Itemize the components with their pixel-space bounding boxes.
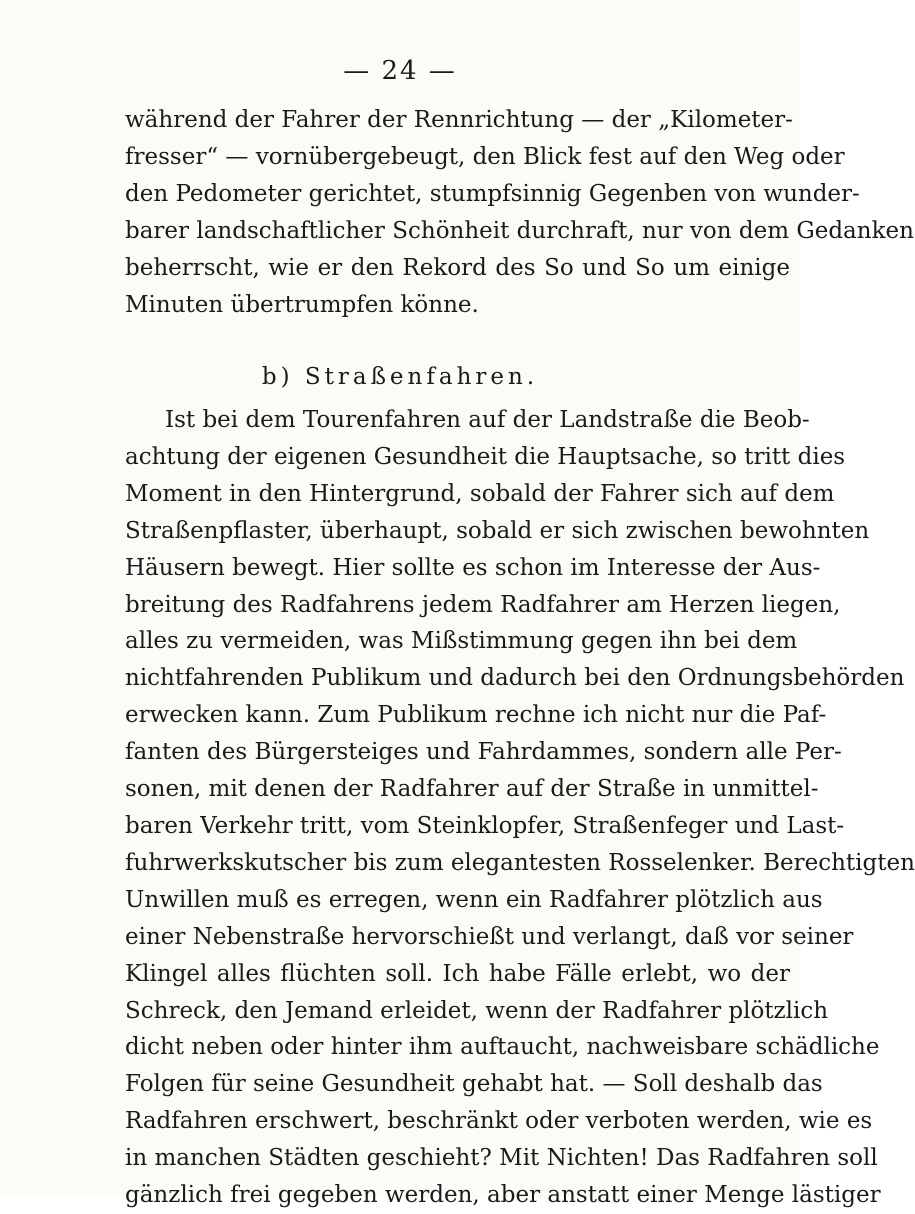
text-line: Folgen für seine Gesundheit gehabt hat. — Soll deshalb das bbox=[125, 1071, 823, 1098]
text-line: fuhrwerkskutscher bis zum elegantesten Rosselenker. Berechtigten bbox=[125, 849, 915, 876]
text-line: alles zu vermeiden, was Mißstimmung gegen ihn bei dem bbox=[125, 628, 798, 655]
text-line: Moment in den Hintergrund, sobald der Fahrer sich auf dem bbox=[125, 480, 835, 507]
text-line: während der Fahrer der Rennrichtung — der „Kilometer- bbox=[125, 107, 793, 133]
text-line: einer Nebenstraße hervorschießt und verlangt, daß vor seiner bbox=[125, 923, 854, 950]
text-line: breitung des Radfahrens jedem Radfahrer am Herzen liegen, bbox=[125, 591, 841, 618]
page-number-header: — 24 — bbox=[343, 56, 457, 86]
text-line: fresser“ — vornübergebeugt, den Blick fest auf den Weg oder bbox=[125, 143, 845, 170]
text-line: Häusern bewegt. Hier sollte es schon im Interesse der Aus- bbox=[125, 554, 821, 581]
section-heading: b) Straßenfahren. bbox=[261, 364, 539, 390]
text-line: nichtfahrenden Publikum und dadurch bei den Ordnungsbehörden bbox=[125, 665, 905, 692]
text-line: barer landschaftlicher Schönheit durchraft, nur von dem Gedanken bbox=[125, 217, 914, 244]
text-line: dicht neben oder hinter ihm auftaucht, nachweisbare schädliche bbox=[125, 1034, 880, 1061]
paragraph-2 bbox=[125, 402, 915, 1214]
text-line: fanten des Bürgersteiges und Fahrdammes, sondern alle Per- bbox=[125, 739, 842, 766]
text-line: Straßenpflaster, überhaupt, sobald er sich zwischen bewohnten bbox=[125, 517, 870, 544]
text-line: beherrscht, wie er den Rekord des So und So um einige bbox=[125, 254, 790, 281]
text-line: Schreck, den Jemand erleidet, wenn der Radfahrer plötzlich bbox=[125, 997, 829, 1024]
text-line: Minuten übertrumpfen könne. bbox=[125, 291, 479, 318]
text-line: Klingel alles flüchten soll. Ich habe Fälle erlebt, wo der bbox=[125, 960, 790, 987]
paragraph-1 bbox=[125, 102, 914, 323]
text-line: den Pedometer gerichtet, stumpfsinnig Gegenben von wunder- bbox=[125, 180, 860, 207]
text-line: Unwillen muß es erregen, wenn ein Radfahrer plötzlich aus bbox=[125, 886, 823, 913]
text-line: baren Verkehr tritt, vom Steinklopfer, Straßenfeger und Last- bbox=[125, 812, 845, 839]
text-line: erwecken kann. Zum Publikum rechne ich nicht nur die Paf- bbox=[125, 702, 827, 729]
text-line: Radfahren erschwert, beschränkt oder verboten werden, wie es bbox=[125, 1108, 873, 1135]
text-line: in manchen Städten geschieht? Mit Nichten! Das Radfahren soll bbox=[125, 1145, 878, 1172]
text-line: achtung der eigenen Gesundheit die Hauptsache, so tritt dies bbox=[125, 443, 846, 470]
text-line: gänzlich frei gegeben werden, aber anstatt einer Menge lästiger bbox=[125, 1182, 881, 1209]
text-line: sonen, mit denen der Radfahrer auf der Straße in unmittel- bbox=[125, 776, 819, 803]
text-line: Ist bei dem Tourenfahren auf der Landstraße die Beob- bbox=[165, 407, 810, 433]
